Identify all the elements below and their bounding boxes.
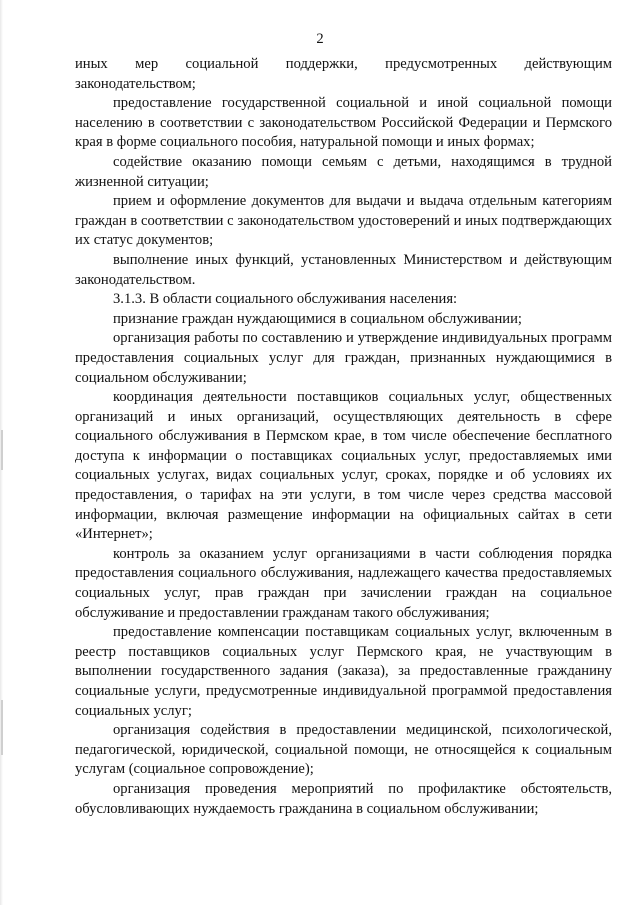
paragraph: организация содействия в предоставлении медицинской, психологической, педагогической, юридической, социальной помощи, не относящейся к социальным услугам (социальное сопровождение); xyxy=(75,722,612,778)
paragraph: выполнение иных функций, установленных Министерством и действующим законодательством. xyxy=(75,251,612,288)
scan-mark xyxy=(1,430,3,470)
paragraph: предоставление государственной социальной и иной социальной помощи населению в соответствии с законодательством Российской Федерации и Пермского края в форме социального пособия, натуральной помощи и иных формах; xyxy=(75,95,612,151)
paragraph: координация деятельности поставщиков социальных услуг, общественных организаций и иных организаций, осуществляющих деятельность в сфере социального обслуживания в Пермском крае, в том числе обеспечение бесплатного доступа к информации о поставщиках социальных услуг, предоставляемых ими социальных услугах, видах социальных услуг, сроках, порядке и об условиях их предоставления, о тарифах на эти услуги, в том числе через средства массовой информации, включая размещение информации на официальных сайтах в сети «Интернет»; xyxy=(75,389,612,543)
body-text xyxy=(75,55,612,819)
paragraph: предоставление компенсации поставщикам социальных услуг, включенным в реестр поставщиков социальных услуг Пермского края, не участвующим в выполнении государственного задания (заказа), за предоставленные гражданину социальные услуги, предусмотренные индивидуальной программой предоставления социальных услуг; xyxy=(75,624,612,719)
section-heading: 3.1.3. В области социального обслуживания населения: xyxy=(113,291,458,308)
paragraph: организация работы по составлению и утверждение индивидуальных программ предоставления социальных услуг для граждан, признанных нуждающимися в социальном обслуживании; xyxy=(75,330,612,386)
paragraph: содействие оказанию помощи семьям с детьми, находящимся в трудной жизненной ситуации; xyxy=(75,153,612,190)
paragraph: прием и оформление документов для выдачи и выдача отдельным категориям граждан в соответствии с законодательством удостоверений и иных подтверждающих их статус документов; xyxy=(75,193,612,249)
paragraph: организация проведения мероприятий по профилактике обстоятельств, обусловливающих нуждаемость гражданина в социальном обслуживании; xyxy=(75,780,612,817)
paragraph: контроль за оказанием услуг организациями в части соблюдения порядка предоставления социального обслуживания, надлежащего качества предоставляемых социальных услуг, прав граждан при зачислении граждан на социальное обслуживание и предоставлении гражданам такого обслуживания; xyxy=(75,545,612,621)
paragraph: признание граждан нуждающимися в социальном обслуживании; xyxy=(113,310,522,327)
paragraph: иных мер социальной поддержки, предусмотренных действующим законодательством; xyxy=(75,56,612,92)
page-number: 2 xyxy=(316,31,324,47)
scan-mark xyxy=(1,700,3,755)
